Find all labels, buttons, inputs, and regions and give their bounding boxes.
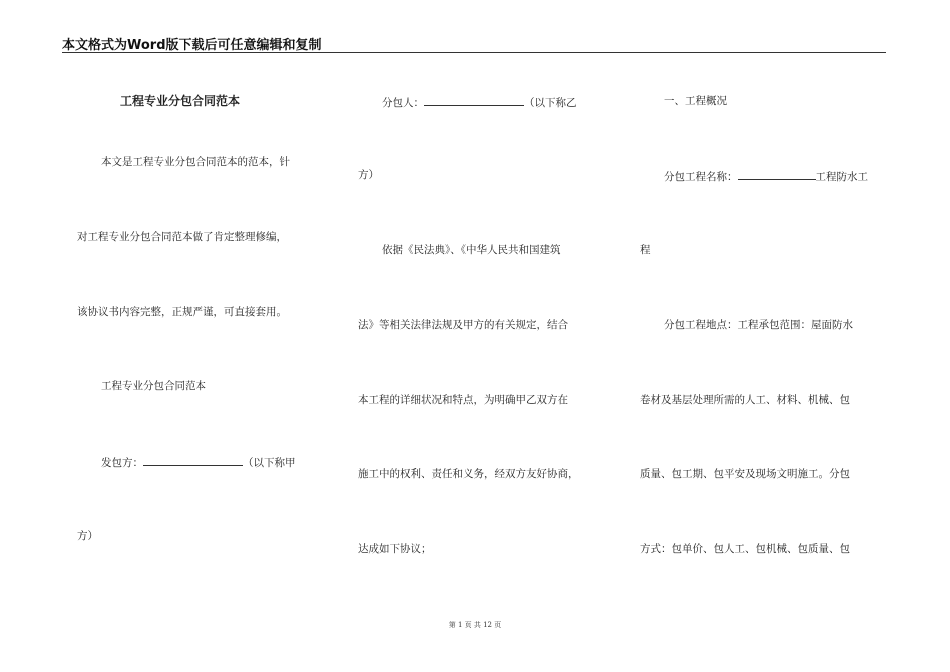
project-name-line	[664, 168, 868, 184]
employer-blank	[143, 454, 243, 466]
intro-line-2: 对工程专业分包合同范本做了肯定整理修编，	[77, 231, 287, 243]
project-name-blank	[738, 168, 816, 180]
employer-suffix: （以下称甲	[243, 457, 296, 469]
scope-line-1: 卷材及基层处理所需的人工、材料、机械、包	[640, 394, 850, 406]
project-name-label: 分包工程名称：	[664, 171, 738, 183]
section-heading: 一、工程概况	[664, 95, 727, 107]
employer-line	[101, 454, 296, 470]
subcontractor-suffix: （以下称乙	[524, 97, 577, 109]
agreement-line-3: 本工程的详细状况和特点，为明确甲乙双方在	[358, 394, 568, 406]
scope-line-2: 质量、包工期、包平安及现场文明施工。分包	[640, 468, 850, 480]
contract-subtitle: 工程专业分包合同范本	[101, 380, 206, 392]
employer-label: 发包方：	[101, 457, 143, 469]
agreement-line-5: 达成如下协议；	[358, 543, 432, 555]
subcontractor-end: 方）	[358, 169, 379, 181]
intro-line-1: 本文是工程专业分包合同范本的范本，针	[101, 156, 290, 168]
document-title: 工程专业分包合同范本	[120, 94, 241, 108]
page-number: 第 1 页 共 12 页	[448, 621, 502, 629]
subcontractor-label: 分包人：	[382, 97, 424, 109]
agreement-line-4: 施工中的权利、责任和义务，经双方友好协商，	[358, 468, 579, 480]
agreement-line-2: 法》等相关法律法规及甲方的有关规定，结合	[358, 319, 568, 331]
employer-end: 方）	[77, 530, 98, 542]
project-site-line: 分包工程地点：工程承包范围：屋面防水	[664, 319, 853, 331]
header-title: 本文格式为Word版下载后可任意编辑和复制	[62, 38, 322, 53]
subcontractor-blank	[424, 94, 524, 106]
intro-line-3: 该协议书内容完整，正规严谨，可直接套用。	[77, 306, 287, 318]
project-name-suffix: 工程防水工	[815, 171, 868, 183]
document-header	[62, 34, 886, 53]
project-name-end: 程	[640, 244, 651, 256]
subcontractor-line	[382, 94, 577, 110]
agreement-line-1: 依据《民法典》、《中华人民共和国建筑	[382, 244, 561, 256]
scope-line-3: 方式：包单价、包人工、包机械、包质量、包	[640, 543, 850, 555]
